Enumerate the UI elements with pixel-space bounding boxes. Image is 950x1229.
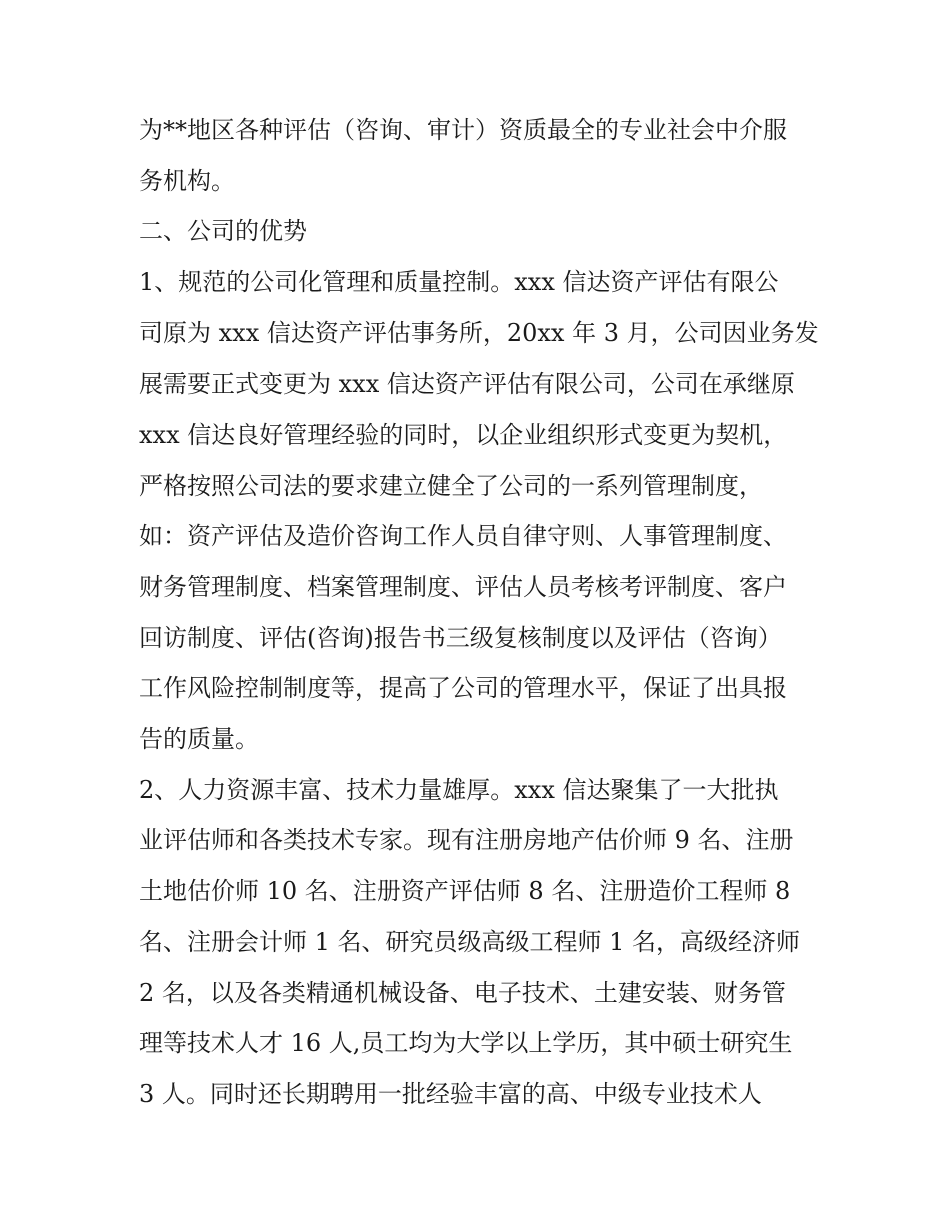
text-line: 回访制度、评估(咨询)报告书三级复核制度以及评估（咨询） xyxy=(139,624,782,652)
text-line: 财务管理制度、档案管理制度、评估人员考核考评制度、客户 xyxy=(139,573,787,601)
text-line: 务机构。 xyxy=(139,167,235,195)
text-line: 业评估师和各类技术专家。现有注册房地产估价师 9 名、注册 xyxy=(139,826,794,854)
section-heading: 二、公司的优势 xyxy=(139,217,307,245)
text-line: 1、规范的公司化管理和质量控制。xxx 信达资产评估有限公 xyxy=(139,268,779,296)
text-line: 展需要正式变更为 xxx 信达资产评估有限公司，公司在承继原 xyxy=(139,370,795,398)
text-line: 理等技术人才 16 人,员工均为大学以上学历，其中硕士研究生 xyxy=(139,1029,793,1057)
text-line: 3 人。同时还长期聘用一批经验丰富的高、中级专业技术人 xyxy=(139,1080,762,1108)
text-line: 严格按照公司法的要求建立健全了公司的一系列管理制度， xyxy=(139,472,763,500)
text-line: 2 名，以及各类精通机械设备、电子技术、土建安装、财务管 xyxy=(139,979,786,1007)
text-line: 2、人力资源丰富、技术力量雄厚。xxx 信达聚集了一大批执 xyxy=(139,776,779,804)
text-line: 土地估价师 10 名、注册资产评估师 8 名、注册造价工程师 8 xyxy=(139,877,791,905)
text-line: 工作风险控制制度等，提高了公司的管理水平，保证了出具报 xyxy=(139,674,787,702)
text-line: 如：资产评估及造价咨询工作人员自律守则、人事管理制度、 xyxy=(139,522,787,550)
text-line: 名、注册会计师 1 名、研究员级高级工程师 1 名，高级经济师 xyxy=(139,928,801,956)
text-line: 告的质量。 xyxy=(139,725,259,753)
text-line: 为**地区各种评估（咨询、审计）资质最全的专业社会中介服 xyxy=(139,116,787,144)
text-line: 司原为 xxx 信达资产评估事务所，20xx 年 3 月，公司因业务发 xyxy=(139,319,819,347)
text-line: xxx 信达良好管理经验的同时，以企业组织形式变更为契机， xyxy=(139,421,788,449)
